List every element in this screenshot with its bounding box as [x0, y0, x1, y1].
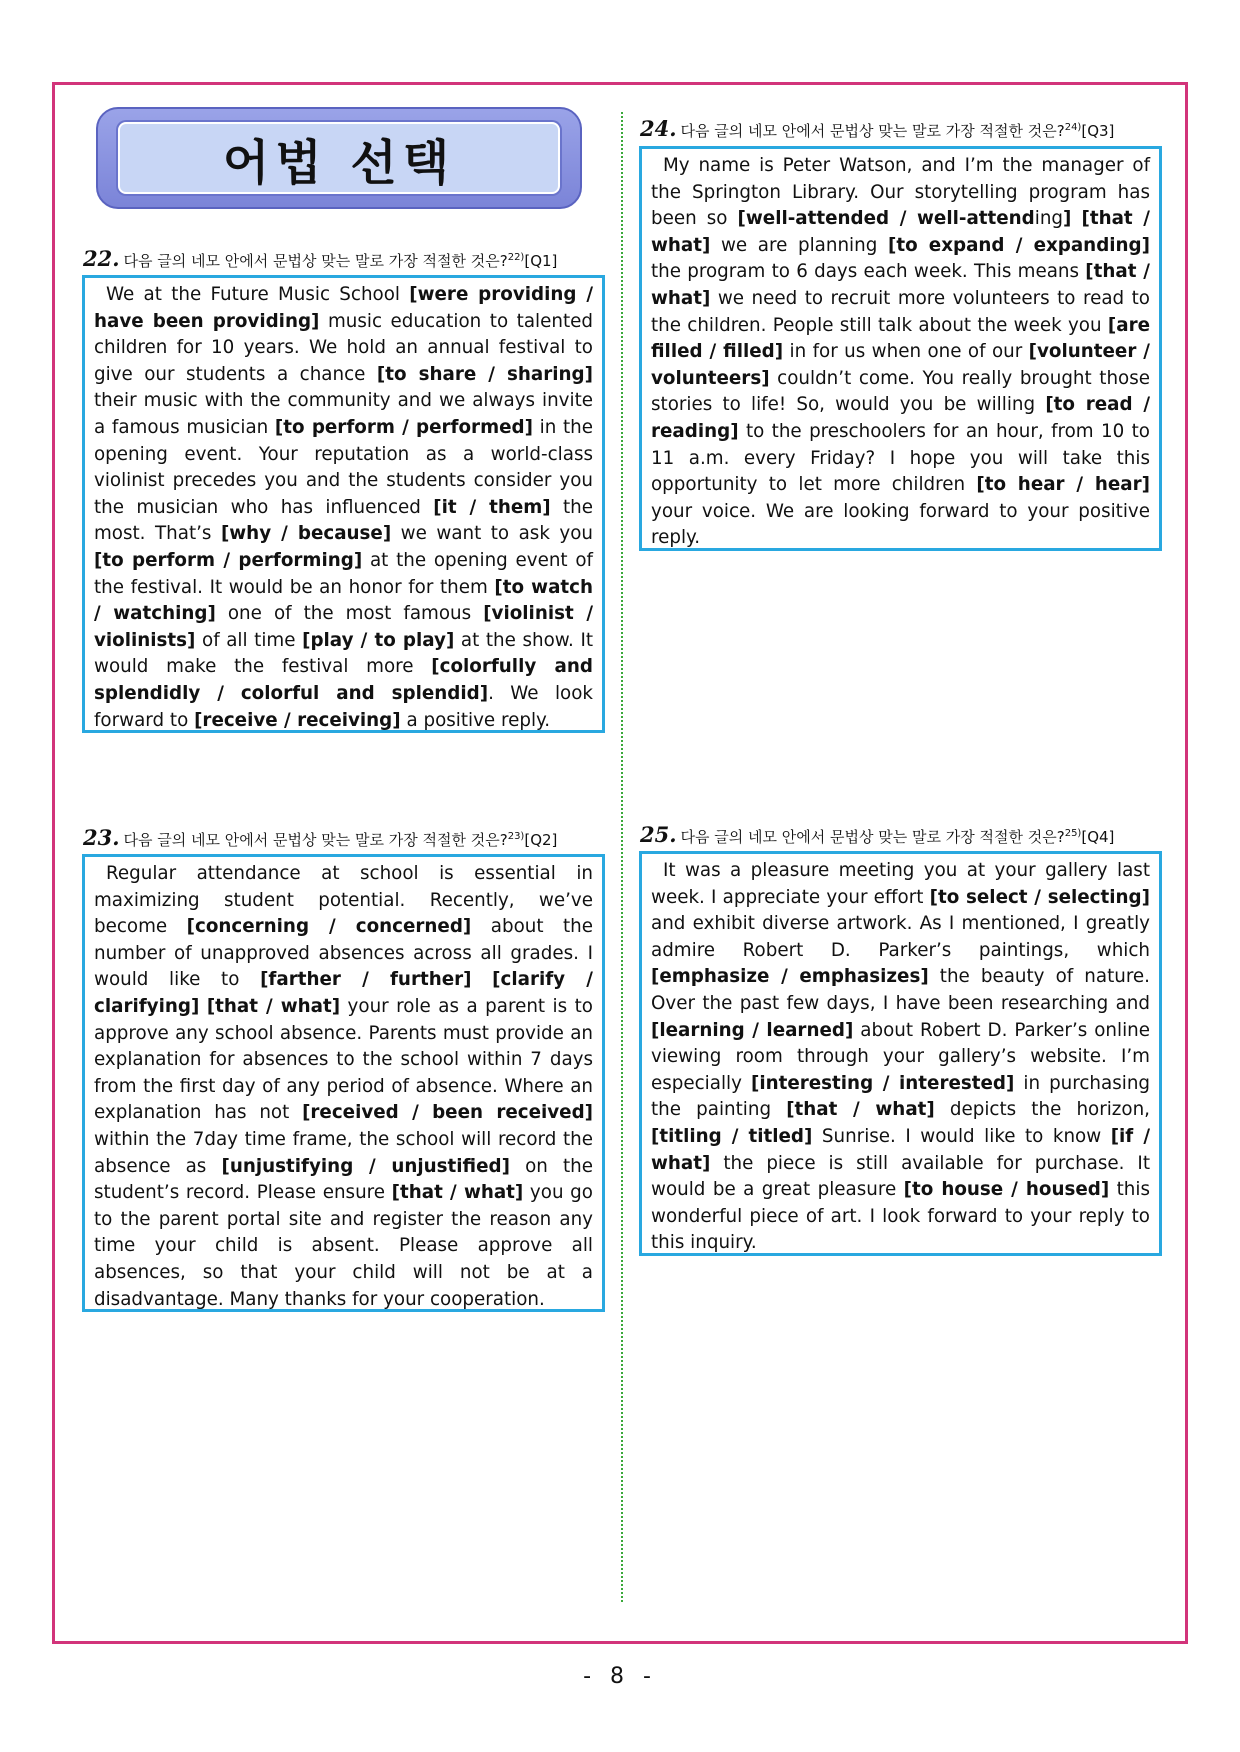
passage-text: to the preschoolers for an hour, from 10 to 11 a.m. every Friday? I hope you will take this opportunity to let more children — [651, 420, 1150, 496]
question-header-22 — [83, 246, 557, 271]
passage-text: depicts the horizon, — [934, 1099, 1150, 1121]
passage-text: in for us when one of our — [783, 341, 1029, 363]
passage-text: about the number of unapproved absences across all grades. I would like to — [94, 916, 593, 991]
answer-choice: [clarify / clarifying] — [94, 969, 593, 1017]
question-header-25 — [640, 822, 1114, 847]
answer-choice: [it / them] — [433, 496, 551, 518]
answer-choice: [received / been received] — [302, 1102, 594, 1124]
footnote-ref: 25) — [1064, 828, 1082, 839]
question-tag: [Q3] — [1081, 122, 1115, 140]
question-prompt: 다음 글의 네모 안에서 문법상 맞는 말로 가장 적절한 것은? — [123, 831, 508, 849]
answer-choice: ] — [1063, 208, 1072, 230]
passage-text: of all time — [195, 629, 303, 651]
passage-box-25 — [639, 851, 1162, 1256]
passage-text: we need to recruit more volunteers to read to the children. People still talk about the week you — [651, 287, 1150, 336]
page-number: - 8 - — [583, 1664, 657, 1689]
question-header-24 — [640, 116, 1114, 141]
answer-choice: [concerning / concerned] — [186, 916, 472, 938]
question-prompt: 다음 글의 네모 안에서 문법상 맞는 말로 가장 적절한 것은? — [680, 122, 1065, 140]
passage-box-22 — [82, 275, 605, 733]
question-number: 23. — [83, 825, 120, 850]
passage-text: music education to talented children for 10 years. We hold an annual festival to give our students a chance — [94, 310, 593, 385]
answer-choice: [titling / titled] — [651, 1125, 813, 1147]
answer-choice: [volunteer / volunteers] — [651, 341, 1150, 389]
answer-choice: [to house / housed] — [903, 1179, 1110, 1201]
answer-choice: [are filled / filled] — [651, 314, 1150, 363]
section-title-plate — [118, 122, 560, 194]
passage-text: in the opening event. Your reputation as a world-class violinist precedes you and the students consider you the musician who has influenced — [94, 416, 594, 518]
passage-text: on the student’s record. Please ensure — [94, 1155, 593, 1204]
passage-text: in purchasing the painting — [651, 1072, 1151, 1121]
question-header-23 — [83, 825, 557, 850]
passage-text — [1071, 208, 1081, 229]
answer-choice: [emphasize / emphasizes] — [651, 966, 929, 988]
answer-choice: [to read / reading] — [651, 394, 1150, 442]
passage-text: We at the Future Music School — [106, 284, 410, 305]
question-tag: [Q1] — [524, 252, 558, 270]
passage-text: you go to the parent portal site and register the reason any time your child is absent. Please approve all absences, so that your child will not be at a disadvantage. Many thanks for your cooperation. — [94, 1182, 593, 1310]
passage-text: and exhibit diverse artwork. As I mentioned, I greatly admire Robert D. Parker’s paintings, which — [651, 913, 1150, 961]
question-tag: [Q2] — [524, 831, 558, 849]
passage-text: about Robert D. Parker’s online viewing room through your gallery’s website. I’m especially — [651, 1019, 1150, 1094]
answer-choice: [that / what] — [651, 261, 1150, 309]
passage-text — [472, 969, 493, 990]
answer-choice: [if / what] — [651, 1125, 1150, 1174]
passage-text: My name is Peter Watson, and I’m the manager of the Springton Library. Our storytelling program has been so — [651, 155, 1150, 230]
answer-choice: [violinist / violinists] — [94, 603, 593, 651]
passage-text: your voice. We are looking forward to your positive reply. — [651, 500, 1150, 549]
passage-text: within the 7day time frame, the school will record the absence as — [94, 1128, 593, 1177]
answer-choice: [to watch / watching] — [94, 576, 593, 625]
passage-text: . We look forward to — [94, 682, 593, 731]
question-number: 22. — [83, 246, 120, 271]
passage-text: couldn’t come. You really brought those stories to life! So, would you be willing — [651, 367, 1150, 416]
passage-text: a positive reply. — [400, 709, 551, 731]
passage-text: ing — [1034, 208, 1064, 230]
answer-choice: [that / what] — [391, 1182, 524, 1204]
passage-text: at the opening event of the festival. It would be an honor for them — [94, 549, 593, 598]
answer-choice: [that / what] — [651, 208, 1150, 256]
column-divider — [621, 112, 623, 1602]
passage-text: the program to 6 days each week. This means — [651, 261, 1086, 283]
footnote-ref: 23) — [507, 831, 525, 842]
passage-text: the most. That’s — [94, 496, 593, 545]
footnote-ref: 22) — [507, 252, 525, 263]
passage-text: the piece is still available for purchase. It would be a great pleasure — [651, 1152, 1150, 1201]
passage-text: It was a pleasure meeting you at your gallery last week. I appreciate your effort — [651, 860, 1150, 908]
footnote-ref: 24) — [1064, 122, 1082, 133]
passage-text: the beauty of nature. Over the past few days, I have been researching and — [651, 966, 1150, 1014]
question-tag: [Q4] — [1081, 828, 1115, 846]
answer-choice: [to perform / performing] — [94, 549, 363, 571]
question-number: 25. — [640, 822, 677, 847]
answer-choice: [why / because] — [220, 523, 392, 545]
answer-choice: [farther / further] — [260, 969, 472, 991]
passage-box-23 — [82, 854, 605, 1312]
answer-choice: [well-attended / well-attend — [737, 208, 1035, 230]
passage-text: Sunrise. I would like to know — [812, 1125, 1111, 1147]
answer-choice: [that / what] — [206, 995, 341, 1017]
section-title-banner — [96, 107, 582, 209]
answer-choice: [to share / sharing] — [376, 363, 593, 385]
answer-choice: [that / what] — [786, 1099, 935, 1121]
answer-choice: [unjustifying / unjustified] — [221, 1155, 510, 1177]
passage-text: your role as a parent is to approve any school absence. Parents must provide an explanation for absences to the school within 7 days from the first day of any period of absence. Where an explanation has not — [94, 995, 593, 1124]
passage-text: one of the most famous — [215, 603, 484, 625]
section-title: 어법 선택 — [222, 134, 456, 191]
answer-choice: [play / to play] — [302, 629, 455, 651]
answer-choice: [to perform / performed] — [274, 416, 533, 438]
answer-choice: [receive / receiving] — [194, 709, 401, 731]
answer-choice: [to expand / expanding] — [887, 234, 1150, 256]
answer-choice: [to select / selecting] — [929, 886, 1150, 908]
passage-text: their music with the community and we always invite a famous musician — [94, 390, 593, 438]
answer-choice: [were providing / have been providing] — [94, 284, 593, 332]
passage-text: we want to ask you — [391, 523, 594, 545]
passage-text — [199, 996, 206, 1017]
passage-text: at the show. It would make the festival more — [94, 629, 593, 678]
answer-choice: [to hear / hear] — [976, 474, 1150, 496]
question-prompt: 다음 글의 네모 안에서 문법상 맞는 말로 가장 적절한 것은? — [680, 828, 1065, 846]
answer-choice: [colorfully and splendidly / colorful and splendid] — [94, 656, 593, 704]
question-number: 24. — [640, 116, 677, 141]
answer-choice: [learning / learned] — [651, 1019, 854, 1041]
passage-text: this wonderful piece of art. I look forward to your reply to this inquiry. — [651, 1179, 1150, 1254]
question-prompt: 다음 글의 네모 안에서 문법상 맞는 말로 가장 적절한 것은? — [123, 252, 508, 270]
passage-text: we are planning — [710, 234, 888, 256]
passage-text: Regular attendance at school is essential in maximizing student potential. Recently, we’ve become — [94, 863, 593, 938]
answer-choice: [interesting / interested] — [750, 1072, 1015, 1094]
passage-box-24 — [639, 146, 1162, 551]
